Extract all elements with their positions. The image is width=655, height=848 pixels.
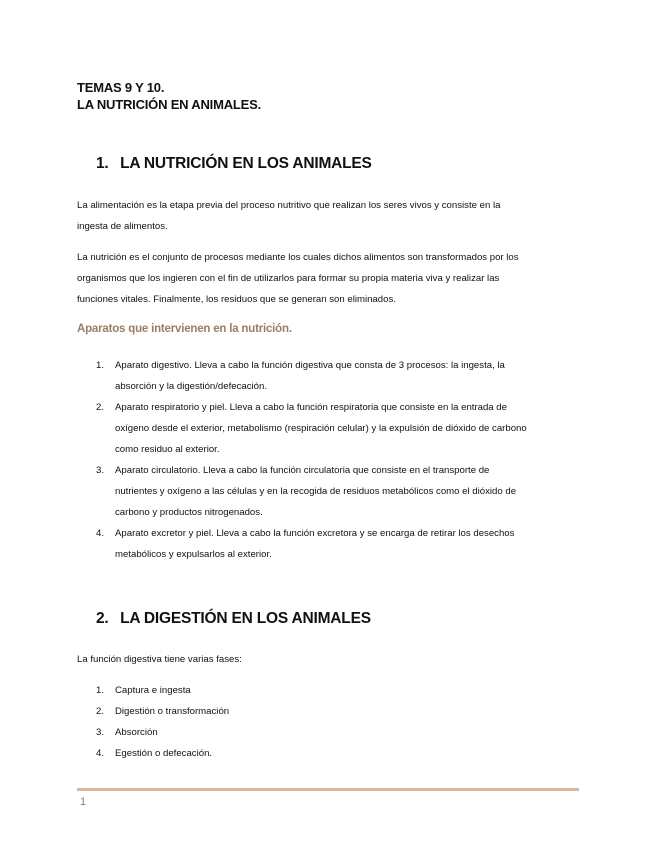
list-item-line: Aparato respiratorio y piel. Lleva a cabo la función respiratoria que consiste en la entrada de (115, 402, 507, 413)
list-item-line: como residuo al exterior. (115, 444, 220, 455)
document-title (77, 79, 261, 113)
list-item (96, 701, 582, 722)
organ-systems-list (96, 355, 582, 565)
page-number: 1 (80, 796, 87, 808)
list-item-line: nutrientes y oxígeno a las células y en la recogida de residuos metabólicos como el dióxido de (115, 486, 517, 497)
digestion-phases-list (96, 680, 582, 764)
section-1-subheading: Aparatos que intervienen en la nutrición. (77, 323, 292, 335)
list-item (96, 743, 582, 764)
list-item (96, 460, 582, 523)
list-item-text: Captura e ingesta (115, 685, 191, 696)
section-1-paragraph-2 (77, 247, 582, 311)
list-item-number: 3. (96, 465, 105, 476)
list-item (96, 523, 582, 565)
paragraph-line: La alimentación es la etapa previa del proceso nutritivo que realizan los seres vivos y consiste en la (77, 200, 501, 211)
list-item-text: Absorción (115, 727, 158, 738)
document-title-line-1: TEMAS 9 Y 10. (77, 80, 165, 95)
list-item-number: 2. (96, 706, 105, 717)
section-1-paragraph-1 (77, 195, 582, 237)
list-item-line: metabólicos y expulsarlos al exterior. (115, 549, 272, 560)
section-1-title: LA NUTRICIÓN EN LOS ANIMALES (120, 155, 372, 172)
section-2-number: 2. (96, 610, 109, 627)
list-item-number: 3. (96, 727, 105, 738)
list-item-line: Aparato digestivo. Lleva a cabo la función digestiva que consta de 3 procesos: la ingesta, la (115, 360, 505, 371)
list-item (96, 355, 582, 397)
list-item-line: carbono y productos nitrogenados. (115, 507, 263, 518)
paragraph-line: La nutrición es el conjunto de procesos mediante los cuales dichos alimentos son transformados por los (77, 252, 519, 263)
section-1-heading (96, 155, 372, 173)
paragraph-line: funciones vitales. Finalmente, los residuos que se generan son eliminados. (77, 294, 396, 306)
list-item-line: Aparato circulatorio. Lleva a cabo la función circulatoria que consiste en el transporte de (115, 465, 490, 476)
list-item-number: 4. (96, 528, 105, 539)
list-item-number: 4. (96, 748, 105, 759)
list-item (96, 397, 582, 460)
section-2-title: LA DIGESTIÓN EN LOS ANIMALES (120, 610, 371, 627)
footer-rule (77, 788, 579, 791)
list-item-line: absorción y la digestión/defecación. (115, 381, 267, 392)
paragraph-line: ingesta de alimentos. (77, 221, 168, 233)
list-item-line: oxígeno desde el exterior, metabolismo (respiración celular) y la expulsión de dióxido de carbono (115, 423, 527, 434)
list-item (96, 722, 582, 743)
list-item-text: Digestión o transformación (115, 706, 230, 717)
list-item-number: 1. (96, 360, 105, 371)
list-item-number: 1. (96, 685, 105, 696)
section-1-number: 1. (96, 155, 109, 172)
list-item (96, 680, 582, 701)
section-2-heading (96, 610, 371, 628)
paragraph-line: organismos que los ingieren con el fin de utilizarlos para formar su propia materia viva y realizar las (77, 273, 500, 285)
section-2-intro: La función digestiva tiene varias fases: (77, 654, 242, 665)
list-item-number: 2. (96, 402, 105, 413)
list-item-line: Aparato excretor y piel. Lleva a cabo la función excretora y se encarga de retirar los desechos (115, 528, 515, 539)
document-title-line-2: LA NUTRICIÓN EN ANIMALES. (77, 97, 261, 112)
list-item-text: Egestión o defecación. (115, 748, 213, 759)
